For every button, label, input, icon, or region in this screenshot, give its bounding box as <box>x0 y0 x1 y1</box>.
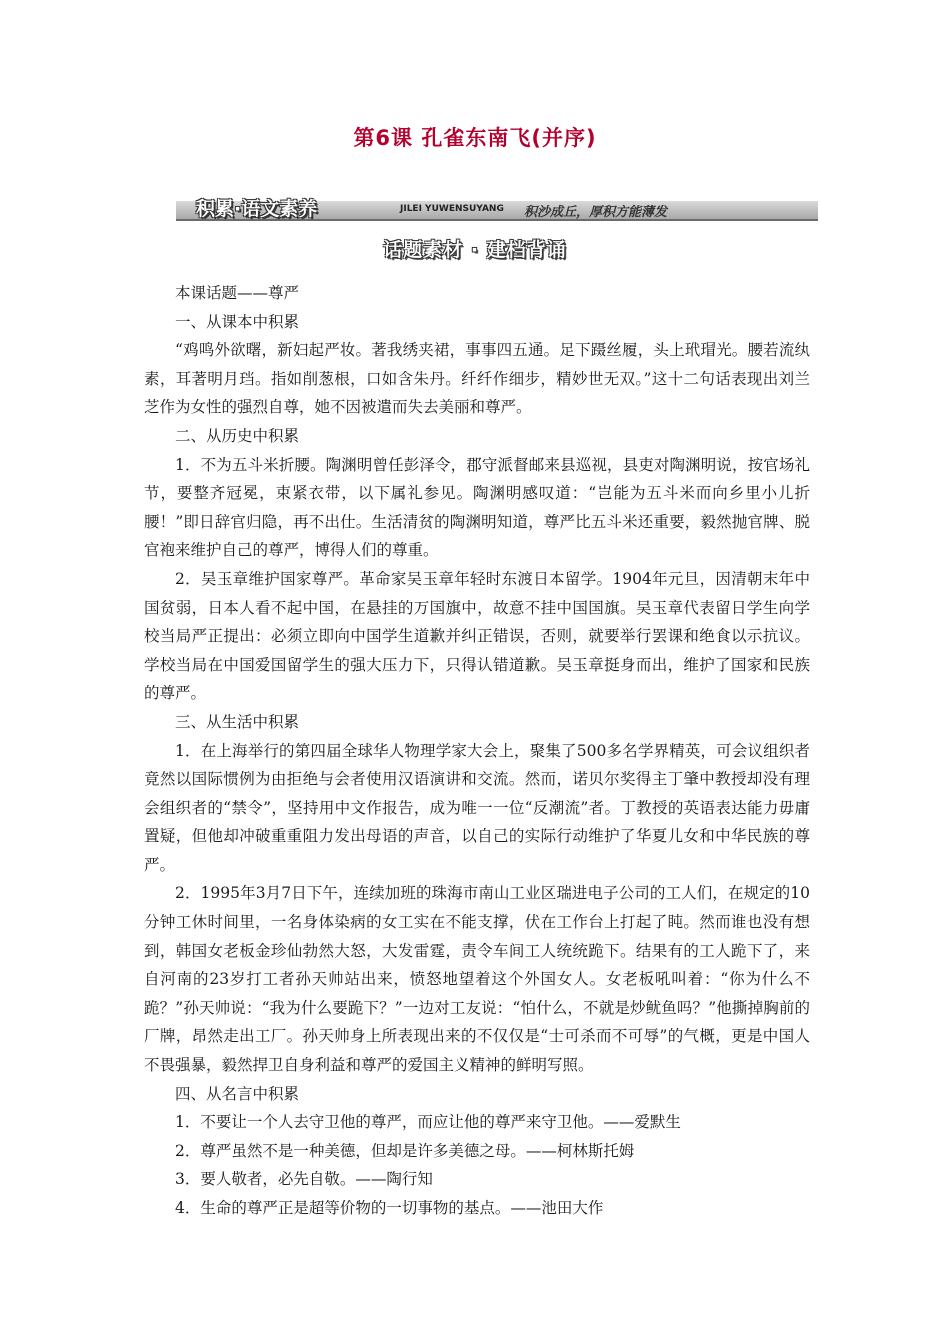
banner-pinyin: JILEI YUWENSUYANG <box>400 204 504 214</box>
paragraph: 一、从课本中积累 <box>175 312 300 331</box>
paragraph: 四、从名言中积累 <box>175 1084 300 1103</box>
paragraph: 三、从生活中积累 <box>175 712 300 731</box>
paragraph: 4．生命的尊严正是超等价物的一切事物的基点。——池田大作 <box>175 1199 604 1217</box>
section-banner <box>176 198 818 224</box>
paragraph: 2．1995年3月7日下午，连续加班的珠海市南山工业区瑞进电子公司的工人们，在规定的10分钟工休时间里，一名身体染病的女工实在不能支撑，伏在工作台上打起了盹。然而谁也没有想到，韩国女老板金珍仙勃然大怒，大发雷霆，责令车间工人统统跪下。结果有的工人跪下了，来自河南的23岁打工者孙天帅站出来，愤怒地望着这个外国女人。女老板吼叫着：“你为什么不跪？”孙天帅说：“我为什么要跪下？”一边对工友说：“怕什么，不就是炒鱿鱼吗？”他撕掉胸前的厂牌，昂然走出工厂。孙天帅身上所表现出来的不仅仅是“士可杀而不可辱”的气概，更是中国人不畏强暴，毅然捍卫自身利益和尊严的爱国主义精神的鲜明写照。 <box>144 884 810 1075</box>
paragraph: 1．不为五斗米折腰。陶渊明曾任彭泽令，郡守派督邮来县巡视，县吏对陶渊明说，按官场礼节，要整齐冠冕，束紧衣带，以下属礼参见。陶渊明感叹道：“岂能为五斗米而向乡里小儿折腰！”即日辞官归隐，再不出仕。生活清贫的陶渊明知道，尊严比五斗米还重要，毅然抛官牌、脱官袍来维护自己的尊严，博得人们的尊重。 <box>144 455 810 560</box>
body-text <box>144 279 810 1223</box>
paragraph: 本课话题——尊严 <box>175 284 300 302</box>
paragraph: 1．不要让一个人去守卫他的尊严，而应让他的尊严来守卫他。——爱默生 <box>175 1113 681 1132</box>
paragraph: 3．要人敬者，必先自敬。——陶行知 <box>175 1170 433 1189</box>
paragraph: “鸡鸣外欲曙，新妇起严妆。著我绣夹裙，事事四五通。足下蹑丝履，头上玳瑁光。腰若流纨素，耳著明月珰。指如削葱根，口如含朱丹。纤纤作细步，精妙世无双。”这十二句话表现出刘兰芝作为女性的强烈自尊，她不因被遣而失去美丽和尊严。 <box>144 341 810 417</box>
banner-label: 积累·语文素养 <box>196 198 318 220</box>
lesson-title: 第6课 孔雀东南飞(并序) <box>353 126 597 150</box>
banner-motto: 积沙成丘，厚积方能薄发 <box>524 205 668 220</box>
paragraph: 2．尊严虽然不是一种美德，但却是许多美德之母。——柯林斯托姆 <box>175 1141 635 1160</box>
topic-heading: 话题素材 · 建档背诵 <box>383 239 567 261</box>
paragraph: 二、从历史中积累 <box>175 426 300 445</box>
paragraph: 2．吴玉章维护国家尊严。革命家吴玉章年轻时东渡日本留学。1904年元旦，因清朝末年中国贫弱，日本人看不起中国，在悬挂的万国旗中，故意不挂中国国旗。吴玉章代表留日学生向学校当局严正提出：必须立即向中国学生道歉并纠正错误，否则，就要举行罢课和绝食以示抗议。学校当局在中国爱国留学生的强大压力下，只得认错道歉。吴玉章挺身而出，维护了国家和民族的尊严。 <box>144 569 810 703</box>
paragraph: 1．在上海举行的第四届全球华人物理学家大会上，聚集了500多名学界精英，可会议组织者竟然以国际惯例为由拒绝与会者使用汉语演讲和交流。然而，诺贝尔奖得主丁肇中教授却没有理会组织者的“禁令”，坚持用中文作报告，成为唯一一位“反潮流”者。丁教授的英语表达能力毋庸置疑，但他却冲破重重阻力发出母语的声音，以自己的实际行动维护了华夏儿女和中华民族的尊严。 <box>144 741 810 874</box>
